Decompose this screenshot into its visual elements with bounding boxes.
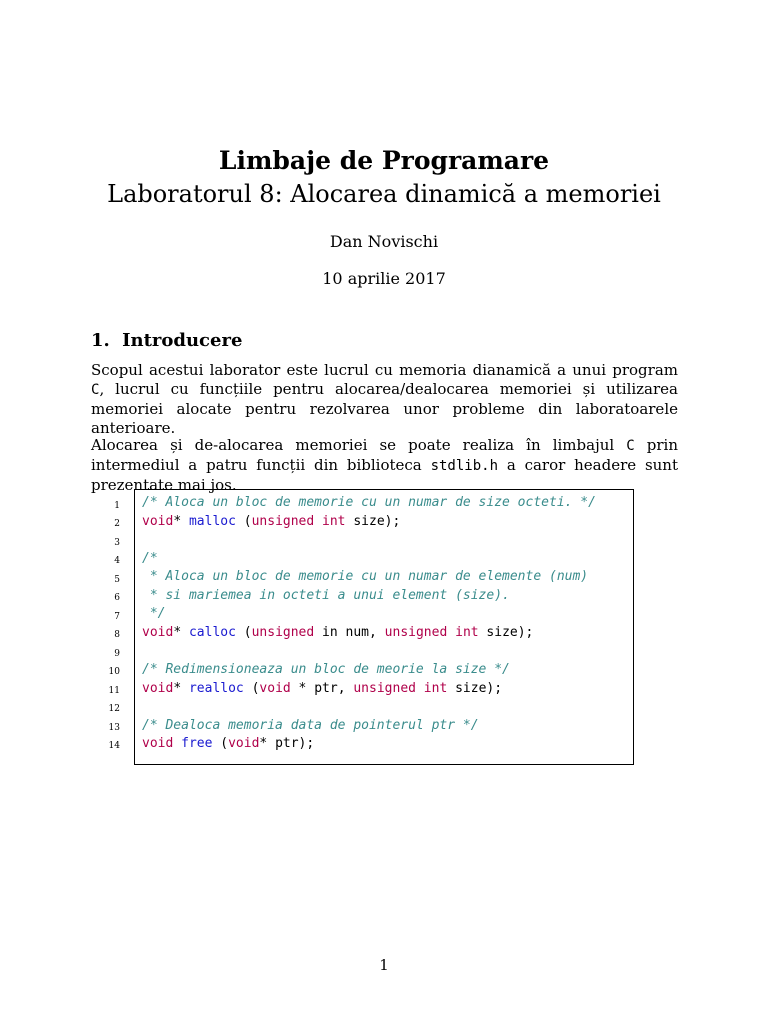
code-token: * (173, 514, 189, 529)
keyword: unsigned (251, 625, 315, 640)
code-token: size); (345, 514, 401, 529)
keyword: unsigned int (353, 681, 448, 696)
code-token: * (173, 625, 189, 640)
code-token: size); (478, 625, 534, 640)
p2-text-d: a caror headere sunt prezentate mai jos. (91, 456, 678, 494)
section-heading (91, 330, 242, 351)
code-line-13: /* Dealoca memoria data de pointerul ptr */ (142, 718, 479, 733)
keyword: void (228, 736, 260, 751)
line-number: 7 (114, 612, 120, 622)
function-name: calloc (188, 625, 236, 640)
code-token: ( (243, 681, 260, 696)
p2-text-b: prin intermediul a patru funcții din biblioteca (91, 436, 679, 474)
function-name: free (181, 736, 213, 751)
p2-text-a: Alocarea și de-alocarea memoriei se poate realiza în limbajul (91, 436, 627, 454)
p2-library-name: stdlib.h (430, 458, 499, 474)
line-number: 5 (114, 575, 120, 585)
keyword: void (142, 736, 174, 751)
line-number: 14 (108, 741, 120, 751)
code-line-14 (142, 736, 314, 751)
line-number: 12 (108, 704, 120, 714)
line-number: 10 (108, 667, 120, 677)
line-number: 3 (114, 538, 120, 548)
line-number: 8 (114, 630, 120, 640)
code-token: size); (447, 681, 503, 696)
keyword: void (142, 625, 174, 640)
document-subtitle: Laboratorul 8: Alocarea dinamică a memoriei (107, 180, 661, 208)
intro-paragraph-1 (91, 361, 678, 438)
code-token: ( (212, 736, 229, 751)
line-number: 4 (114, 556, 120, 566)
intro-paragraph-2 (91, 436, 678, 495)
section-title: Introducere (122, 330, 243, 351)
line-number: 6 (114, 593, 120, 603)
code-line-11 (142, 681, 502, 696)
code-line-6: * si mariemea in octeti a unui element (size). (142, 588, 510, 603)
code-token: in num, (314, 625, 385, 640)
code-token (173, 736, 181, 751)
code-token: * ptr, (290, 681, 354, 696)
code-line-10: /* Redimensioneaza un bloc de meorie la size */ (142, 662, 510, 677)
page-number: 1 (379, 956, 389, 974)
document-date: 10 aprilie 2017 (322, 269, 446, 288)
p1-text-b: , lucrul cu funcțiile pentru alocarea/dealocarea memoriei și utilizarea memoriei alocate pentru rezolvarea unor probleme din laboratoarele anterioare. (91, 380, 678, 437)
document-title: Limbaje de Programare (218, 146, 550, 175)
line-number: 13 (108, 723, 120, 733)
function-name: realloc (188, 681, 244, 696)
p1-text-a: Scopul acestui laborator este lucrul cu memoria dianamică a unui program (91, 361, 678, 379)
code-line-1: /* Aloca un bloc de memorie cu un numar de size octeti. */ (142, 495, 596, 510)
p1-language-c: C (91, 382, 100, 398)
code-token: ( (235, 625, 252, 640)
code-line-7: */ (142, 606, 166, 621)
keyword: void (142, 514, 174, 529)
line-number: 9 (114, 649, 120, 659)
code-token: * (173, 681, 189, 696)
keyword: void (142, 681, 174, 696)
code-line-5: * Aloca un bloc de memorie cu un numar de elemente (num) (142, 569, 589, 584)
keyword: void (259, 681, 291, 696)
section-number: 1. (91, 330, 110, 351)
keyword: unsigned int (251, 514, 346, 529)
code-token: * ptr); (259, 736, 315, 751)
keyword: unsigned int (384, 625, 479, 640)
code-token: ( (235, 514, 252, 529)
line-number: 2 (114, 519, 120, 529)
line-number: 11 (108, 686, 120, 696)
p2-language-c: C (626, 438, 635, 454)
line-number: 1 (114, 501, 120, 511)
code-line-2 (142, 514, 400, 529)
code-line-8 (142, 625, 533, 640)
code-line-4: /* (142, 551, 158, 566)
author-name: Dan Novischi (329, 232, 439, 251)
function-name: malloc (188, 514, 236, 529)
